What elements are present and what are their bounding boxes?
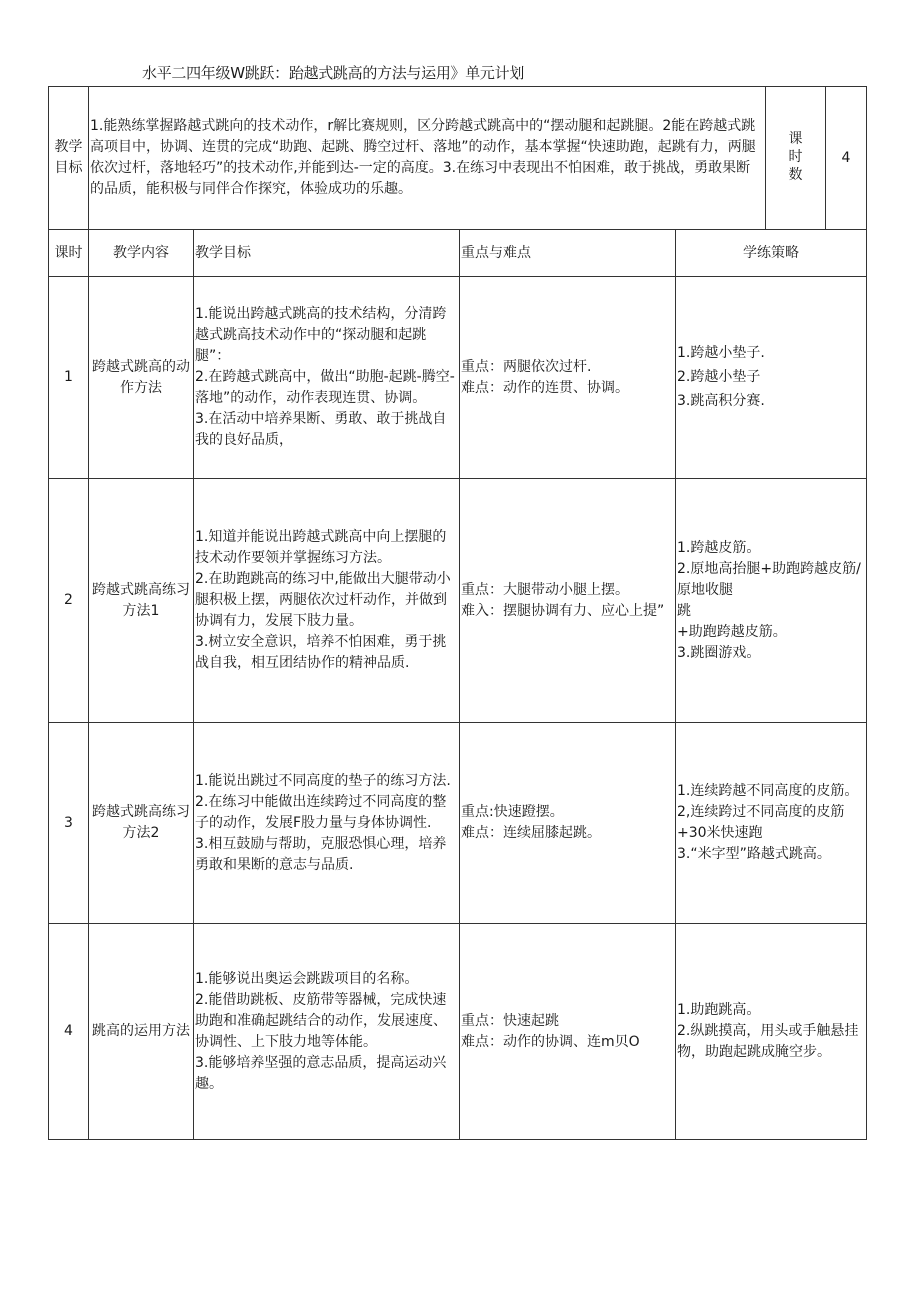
lesson-row-2	[49, 479, 867, 723]
lesson-content: 跨越式跳高的动作方法	[89, 277, 194, 479]
unit-plan-table	[48, 86, 867, 1140]
objective-item: 2.在跨越式跳高中，做出“助胞-起跳-腾空-落地”的动作，动作表现连贯、协调。	[195, 369, 455, 406]
objective-item: 1.知道并能说出跨越式跳高中向上摆腿的技术动作要领并掌握练习方法。	[195, 529, 447, 566]
strategy-item: 1.连续跨越不同高度的皮筋。	[677, 783, 859, 799]
goal-text: 1.能熟练掌握路越式跳向的技术动作，r解比赛规则，区分跨越式跳高中的“摆动腿和起跳腿。2能在跨越式跳高项目中，协调、连贯的完成“助跑、起跳、腾空过杆、落地”的动作，基本掌握“快速助跑，起跳有力，两腿依次过杆，落地轻巧”的技术动作,并能到达-一定的高度。3.在练习中表现出不怕困难，敢于挑战，勇敢果断的品质，能积极与同伴合作探究，体验成功的乐趣。	[89, 87, 766, 230]
objective-item: 3.在活动中培养果断、勇敢、敢于挑战自我的良好品质，	[195, 411, 447, 448]
lesson-strategy	[676, 277, 867, 479]
header-objective: 教学目标	[194, 230, 460, 277]
lesson-number: 4	[49, 924, 89, 1140]
focus-item: 重点：快速起跳	[461, 1012, 559, 1029]
lesson-row-4	[49, 924, 867, 1140]
lesson-focus	[460, 924, 676, 1140]
objective-item: 3.树立安全意识，培养不怕困难，勇于挑战自我，相互团结协作的精神品质.	[195, 634, 447, 671]
goal-label: 教学目标	[49, 87, 89, 230]
header-row	[49, 230, 867, 277]
strategy-item: 1.跨越小垫子.	[677, 345, 765, 361]
lesson-content: 跨越式跳高练习方法2	[89, 723, 194, 924]
objective-item: 1.能说出跨越式跳高的技术结构，分清跨越式跳高技术动作中的“探动腿和起跳腿”：	[195, 306, 447, 364]
lesson-focus	[460, 723, 676, 924]
strategy-item: 1.助跑跳高。	[677, 1002, 761, 1018]
header-focus: 重点与难点	[460, 230, 676, 277]
lesson-content: 跨越式跳高练习方法1	[89, 479, 194, 723]
goal-row	[49, 87, 867, 230]
objective-item: 2.在练习中能做出连续跨过不同高度的整子的动作，发展F股力量与身体协调性.	[195, 793, 447, 831]
lesson-number: 2	[49, 479, 89, 723]
lesson-strategy	[676, 924, 867, 1140]
focus-item: 重点：大腿带动小腿上摆。	[461, 581, 629, 598]
header-strategy: 学练策略	[676, 230, 867, 277]
strategy-item: +助跑跨越皮筋。	[677, 623, 787, 640]
hours-label	[766, 87, 826, 230]
focus-item: 难入：摆腿协调有力、应心上提”	[461, 602, 665, 619]
objective-item: 1.能够说出奥运会跳跋项目的名称。	[195, 970, 419, 987]
lesson-focus	[460, 479, 676, 723]
strategy-item: 2,连续跨过不同高度的皮筋+30米快速跑	[677, 804, 845, 841]
lesson-strategy	[676, 723, 867, 924]
lesson-content: 跳高的运用方法	[89, 924, 194, 1140]
hours-label-text: 课时数	[788, 131, 803, 183]
header-content: 教学内容	[89, 230, 194, 277]
hours-value: 4	[826, 87, 867, 230]
lesson-number: 1	[49, 277, 89, 479]
focus-item: 重点:快速蹬摆。	[461, 804, 564, 820]
lesson-focus	[460, 277, 676, 479]
lesson-objective	[194, 924, 460, 1140]
lesson-objective	[194, 277, 460, 479]
objective-item: 3.相互鼓励与帮助，克服恐惧心理，培养勇敢和果断的意志与品质.	[195, 835, 447, 873]
strategy-item: 3.跳圈游戏。	[677, 644, 761, 661]
lesson-number: 3	[49, 723, 89, 924]
strategy-item: 跳	[677, 602, 691, 619]
objective-item: 1.能说出跳过不同高度的垫子的练习方法.	[195, 772, 451, 789]
lesson-objective	[194, 479, 460, 723]
strategy-item: 2.原地高抬腿+助跑跨越皮筋/原地收腿	[677, 560, 861, 598]
header-lesson: 课时	[49, 230, 89, 277]
focus-item: 难点：动作的连贯、协调。	[461, 379, 629, 396]
objective-item: 2.能借助跳板、皮筋带等器械，完成快速助跑和准确起跳结合的动作，发展速度、协调性、上下肢力地等体能。	[195, 991, 447, 1050]
lesson-objective	[194, 723, 460, 924]
focus-item: 难点：动作的协调、连m贝O	[461, 1033, 640, 1050]
strategy-item: 1.跨越皮筋。	[677, 539, 761, 556]
focus-item: 重点：两腿依次过杆.	[461, 358, 592, 375]
strategy-item: 3.跳高积分赛.	[677, 393, 765, 409]
strategy-item: 3.“米字型”路越式跳高。	[677, 846, 831, 862]
lesson-row-1	[49, 277, 867, 479]
document-title: 水平二四年级W跳跃：跆越式跳高的方法与运用》单元计划	[142, 64, 525, 82]
objective-item: 3.能够培养坚强的意志品质，提高运动兴趣。	[195, 1054, 447, 1092]
lesson-row-3	[49, 723, 867, 924]
objective-item: 2.在助跑跳高的练习中,能做出大腿带动小腿积极上摆，两腿依次过杆动作，并做到协调有力，发展下肢力量。	[195, 571, 451, 629]
focus-item: 难点：连续屈膝起跳。	[461, 825, 601, 841]
strategy-item: 2.跨越小垫子	[677, 369, 761, 385]
lesson-strategy	[676, 479, 867, 723]
strategy-item: 2.纵跳摸高，用头或手触悬挂物，助跑起跳成腌空步。	[677, 1023, 859, 1060]
